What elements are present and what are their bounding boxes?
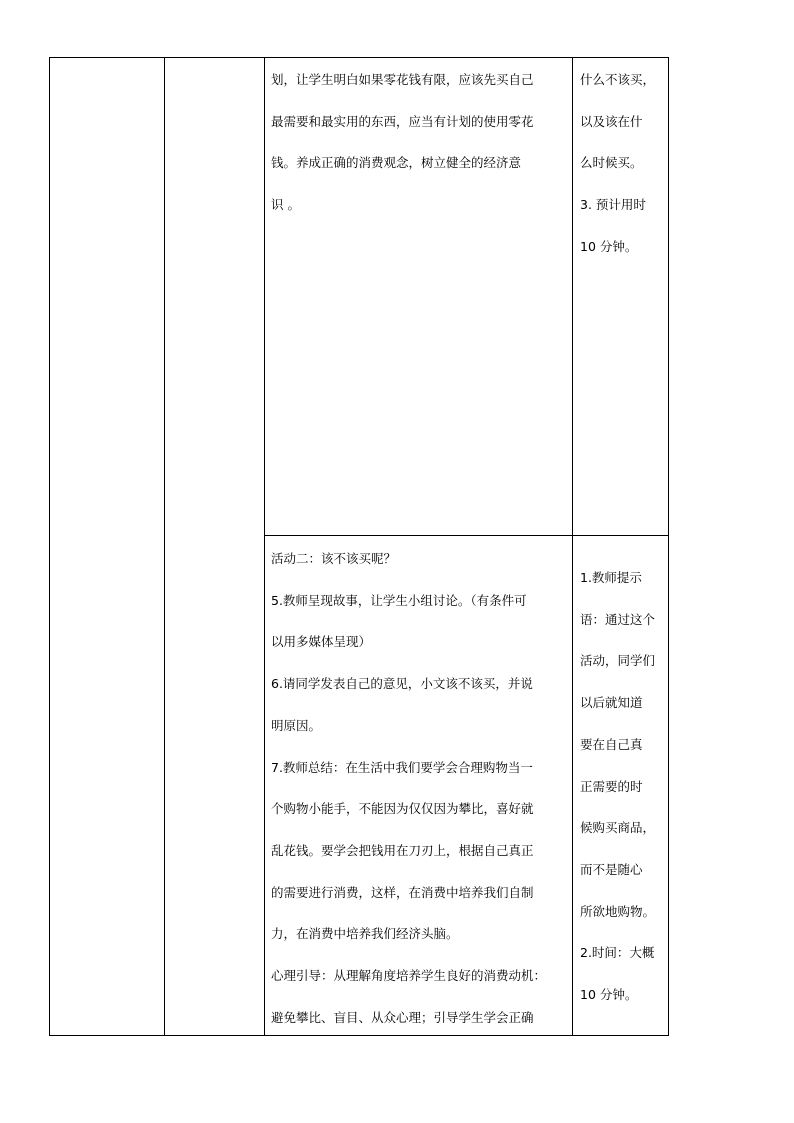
note-line: 10 分钟。: [580, 238, 638, 254]
text-line: 心理引导：从理解角度培养学生良好的消费动机：: [271, 968, 547, 984]
note-line: 么时候买。: [580, 155, 643, 171]
note-line: 语：通过这个: [580, 611, 656, 627]
text-line: 识 。: [271, 197, 300, 213]
table-left-border: [49, 57, 50, 1036]
text-line: 5.教师呈现故事，让学生小组讨论。（有条件可: [271, 592, 527, 608]
note-line: 1.教师提示: [580, 570, 642, 585]
note-line: 3. 预计用时: [580, 197, 646, 213]
text-line: 力，在消费中培养我们经济头脑。: [271, 926, 459, 942]
note-line: 以后就知道: [580, 695, 643, 711]
text-line: 以用多媒体呈现）: [271, 634, 372, 650]
text-line: 划，让学生明白如果零花钱有限，应该先买自己: [271, 72, 534, 87]
text-line: 避免攀比、盲目、从众心理；引导学生学会正确: [271, 1009, 534, 1025]
note-line: 所欲地购物。: [580, 903, 656, 919]
text-line: 的需要进行消费，这样，在消费中培养我们自制: [271, 884, 534, 900]
note-line: 10 分钟。: [580, 987, 638, 1003]
text-line: 活动二：该不该买呢？: [271, 551, 397, 566]
column-divider-3: [572, 57, 573, 1036]
row-divider: [264, 535, 669, 536]
note-line: 什么不该买，: [580, 72, 656, 87]
note-line: 要在自己真: [580, 736, 643, 752]
text-line: 7.教师总结：在生活中我们要学会合理购物当一: [271, 759, 533, 775]
text-line: 乱花钱。要学会把钱用在刀刃上，根据自己真正: [271, 842, 534, 858]
table-right-border: [668, 57, 669, 1036]
text-line: 钱。养成正确的消费观念，树立健全的经济意: [271, 155, 522, 171]
lower-note-cell: [580, 557, 664, 1016]
lower-content-cell: [271, 538, 571, 1038]
text-line: 个购物小能手，不能因为仅仅因为攀比，喜好就: [271, 801, 534, 817]
note-line: 正需要的时: [580, 778, 643, 794]
column-divider-2: [264, 57, 265, 1036]
note-line: 活动，同学们: [580, 653, 656, 669]
note-line: 以及该在什: [580, 113, 643, 129]
table-top-border: [49, 57, 669, 58]
upper-content-cell: [271, 59, 571, 226]
column-divider-1: [164, 57, 165, 1036]
note-line: 候购买商品，: [580, 820, 656, 836]
note-line: 2.时间：大概: [580, 945, 655, 961]
note-line: 而不是随心: [580, 861, 643, 877]
upper-note-cell: [580, 59, 664, 268]
text-line: 最需要和最实用的东西，应当有计划的使用零花: [271, 113, 534, 129]
text-line: 明原因。: [271, 717, 322, 733]
text-line: 6.请同学发表自己的意见，小文该不该买，并说: [271, 676, 533, 692]
